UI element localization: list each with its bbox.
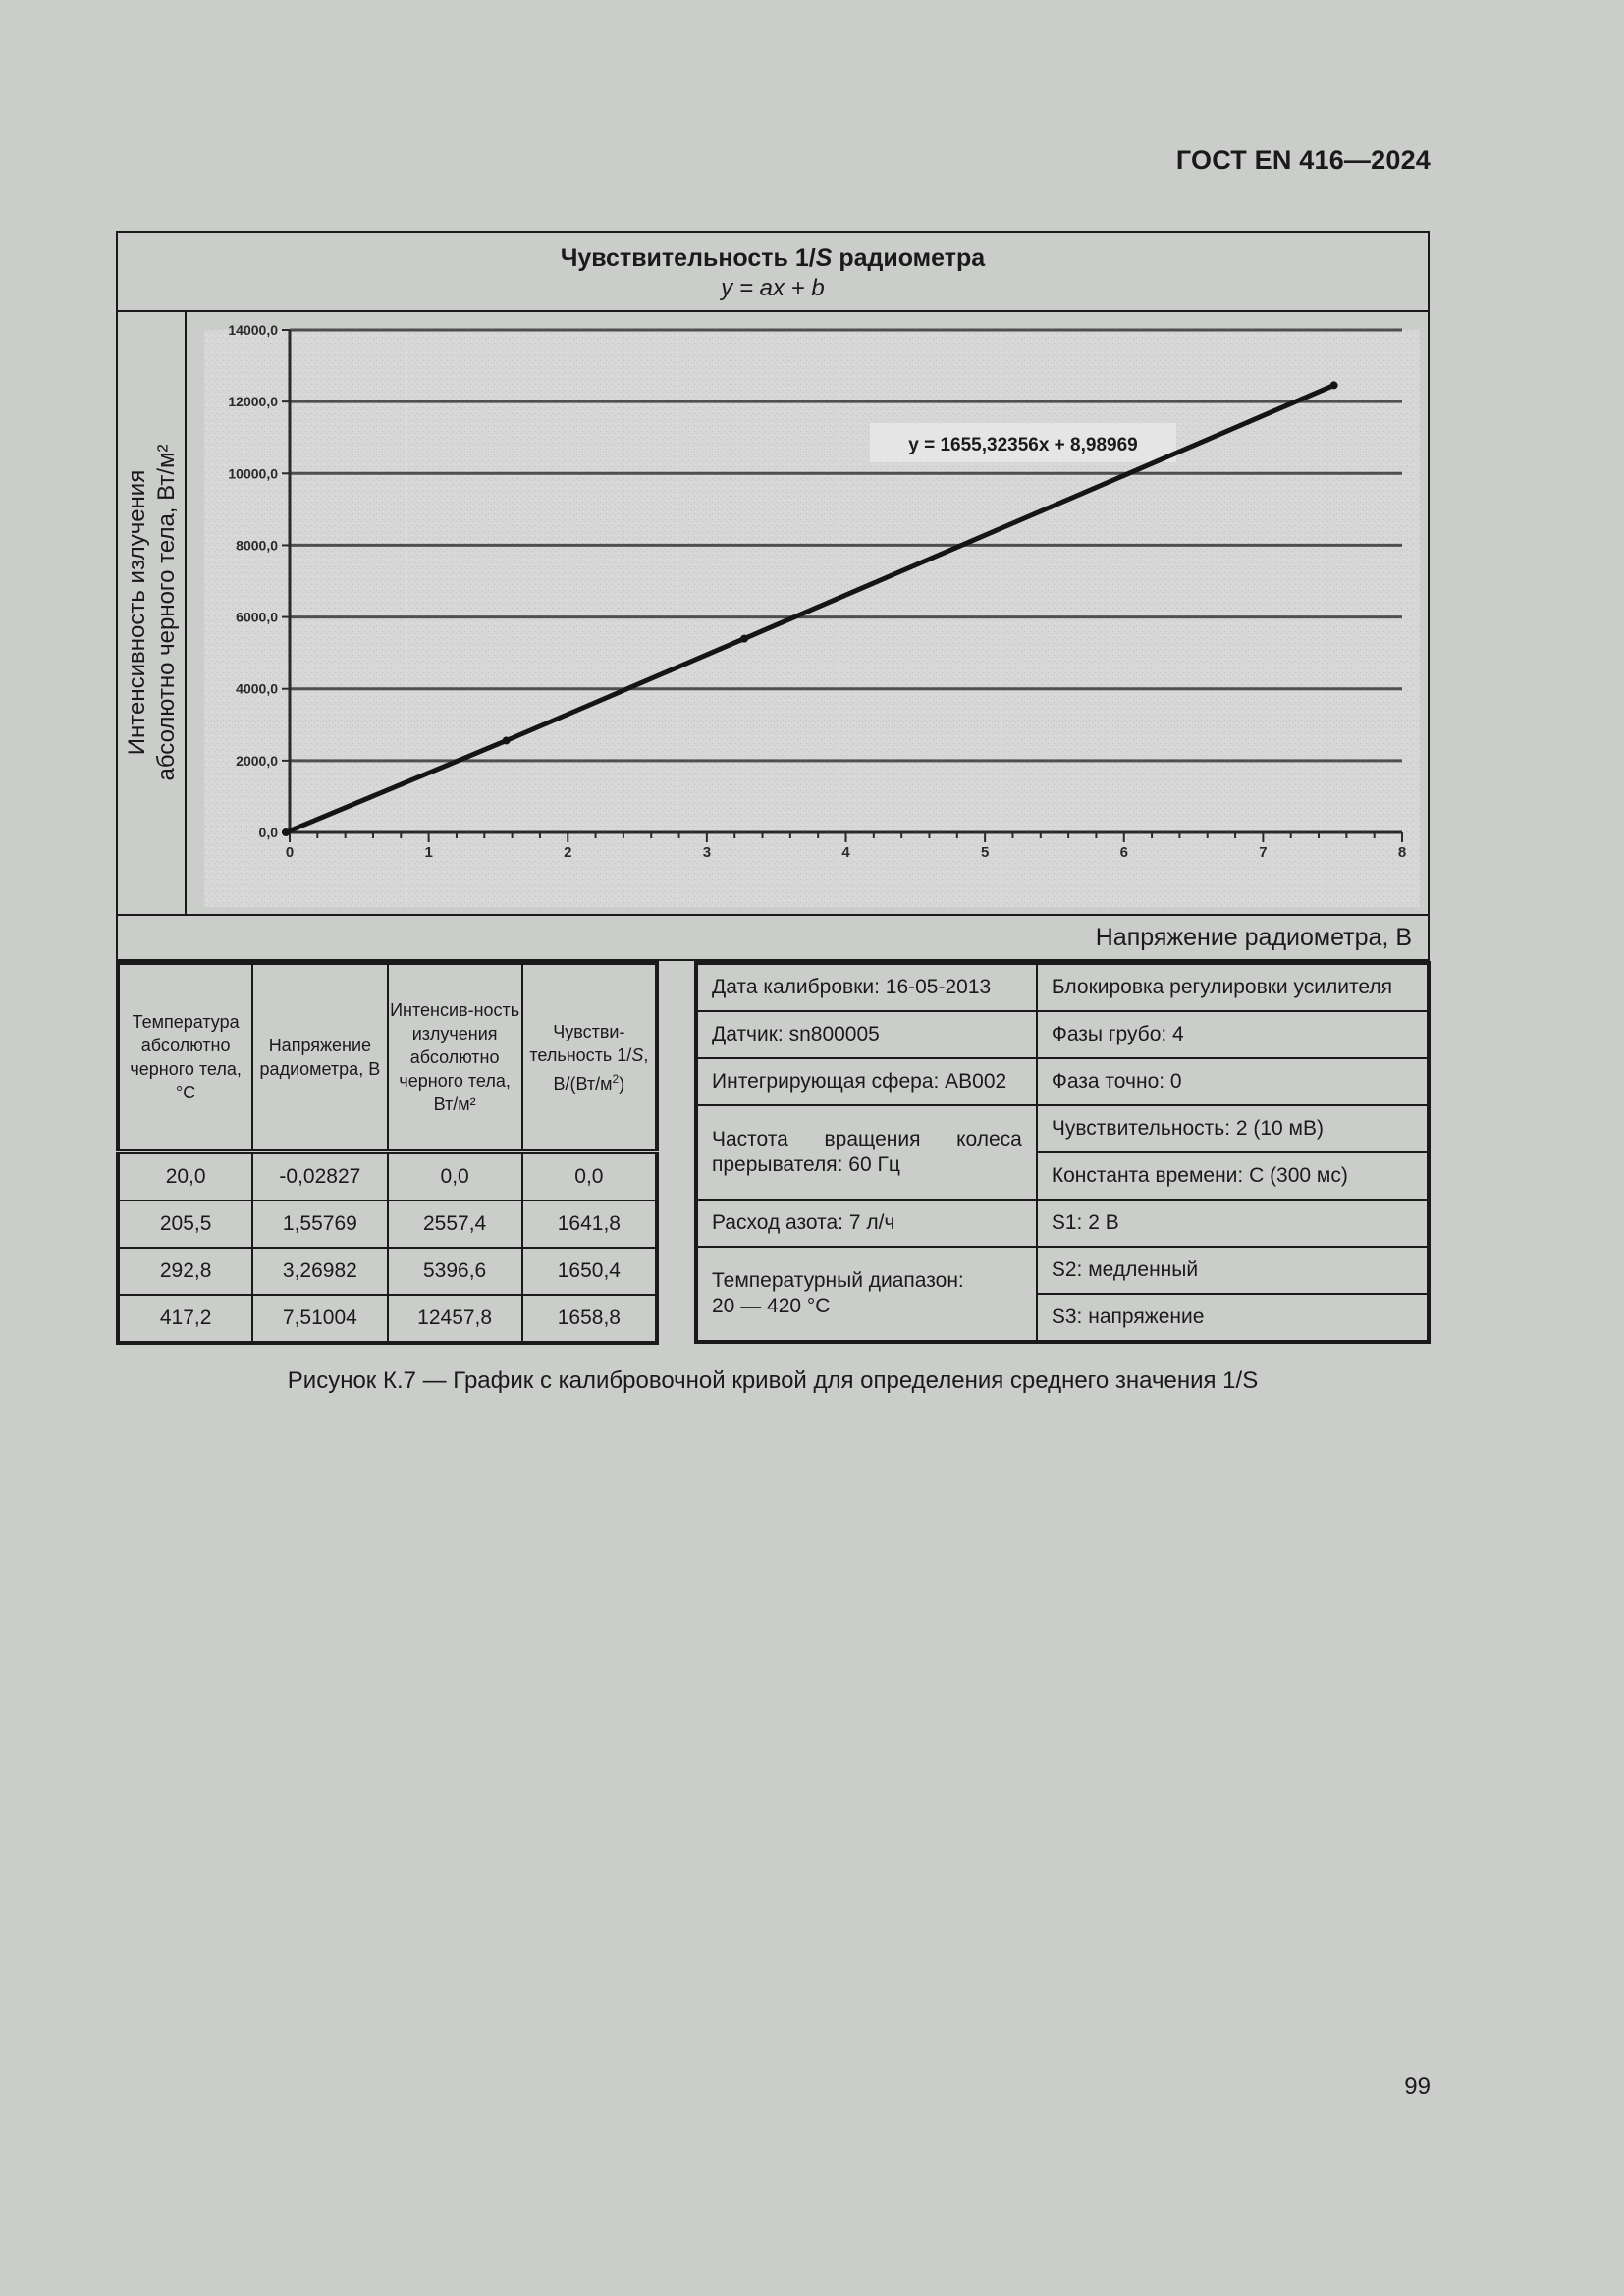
table-cell: 1658,8 [522,1295,657,1343]
data-point [282,828,290,836]
page-number: 99 [1404,2073,1431,2100]
chart-title-cell [118,233,1428,312]
temperature-range-line-2: 20 — 420 °С [712,1295,831,1317]
chart-title-prefix: Чувствительность 1/ [560,244,816,272]
time-constant: Константа времени: С (300 мс) [1037,1152,1429,1200]
y-tick-label: 2000,0 [236,752,278,769]
header-sensitivity-text: Чувстви-тельность 1/ [529,1021,632,1065]
header-voltage: Напряжение радиометра, В [252,963,387,1152]
y-tick-label: 0,0 [258,825,278,840]
x-tick-label: 6 [1119,844,1128,861]
y-axis-label-cell [118,312,187,914]
nitrogen-flow: Расход азота: 7 л/ч [696,1200,1037,1247]
table-cell: 2557,4 [388,1201,522,1248]
chart-subtitle: y = ax + b [721,275,825,301]
table-cell: 3,26982 [252,1248,387,1295]
table-cell: -0,02827 [252,1152,387,1201]
table-cell: 12457,8 [388,1295,522,1343]
table-cell: 292,8 [118,1248,252,1295]
x-tick-label: 2 [564,844,572,861]
header-sensitivity-close: ) [619,1073,625,1094]
header-sensitivity [522,963,657,1152]
header-sensitivity-sup: 2 [612,1071,620,1086]
x-tick-label: 8 [1397,844,1407,861]
table-row [118,1248,657,1295]
x-tick-label: 7 [1259,844,1268,861]
table-cell: 1650,4 [522,1248,657,1295]
sensitivity-setting: Чувствительность: 2 (10 мВ) [1037,1105,1429,1152]
table-cell: 417,2 [118,1295,252,1343]
header-sensitivity-italic: S [631,1044,644,1065]
y-axis-label-line-2: абсолютно черного тела, Вт/м² [153,444,180,781]
equation-label: y = 1655,32356x + 8,98969 [908,435,1138,455]
table-cell: 0,0 [522,1152,657,1201]
calibration-data-table [116,961,659,1345]
chart-title-italic: S [815,244,833,272]
calibration-date: Дата калибровки: 16-05-2013 [696,963,1037,1011]
calibration-chart [187,312,1430,914]
y-tick-label: 12000,0 [228,394,278,410]
s3-setting: S3: напряжение [1037,1294,1429,1342]
x-tick-label: 1 [424,844,433,861]
document-code: ГОСТ EN 416—2024 [1175,145,1431,175]
plot-area [187,312,1430,914]
data-point [740,635,748,643]
figure-frame [116,231,1430,961]
y-tick-label: 6000,0 [236,609,278,625]
table-cell: 20,0 [118,1152,252,1201]
y-tick-label: 10000,0 [228,465,278,482]
x-tick-label: 5 [980,844,990,861]
header-sensitivity-unit: , В/(Вт/м [553,1044,649,1094]
x-tick-label: 4 [841,844,850,861]
integrating-sphere: Интегрирующая сфера: AB002 [696,1058,1037,1105]
s2-setting: S2: медленный [1037,1247,1429,1294]
table-cell: 5396,6 [388,1248,522,1295]
header-intensity: Интенсив-ность излучения абсолютно черного тела, Вт/м² [388,963,522,1152]
data-point [503,736,511,744]
table-cell: 205,5 [118,1201,252,1248]
x-axis-label: Напряжение радиометра, В [1095,924,1412,951]
chopper-speed: Частота вращения колеса прерывателя: 60 Гц [696,1105,1037,1200]
chart-title-suffix: радиометра [832,244,986,272]
chart-title [118,244,1428,273]
x-tick-label: 3 [702,844,712,861]
table-row [118,1295,657,1343]
calibration-info-table [694,961,1431,1344]
x-axis-label-cell [118,914,1428,961]
amplifier-lock: Блокировка регулировки усилителя [1037,963,1429,1011]
table-cell: 0,0 [388,1152,522,1201]
y-axis-label-line-1: Интенсивность излучения [124,469,150,756]
phase-coarse: Фазы грубо: 4 [1037,1011,1429,1058]
y-tick-label: 8000,0 [236,537,278,554]
y-tick-label: 14000,0 [228,322,278,338]
table-cell: 7,51004 [252,1295,387,1343]
temperature-range-line-1: Температурный диапазон: [712,1269,964,1292]
sensor: Датчик: sn800005 [696,1011,1037,1058]
y-axis-label [123,406,182,819]
table-cell: 1641,8 [522,1201,657,1248]
table-row [118,1201,657,1248]
phase-fine: Фаза точно: 0 [1037,1058,1429,1105]
temperature-range [696,1247,1037,1342]
figure-caption: Рисунок К.7 — График с калибровочной кривой для определения среднего значения 1/S [287,1367,1259,1394]
header-temperature: Температура абсолютно черного тела, °С [118,963,252,1152]
s1-setting: S1: 2 В [1037,1200,1429,1247]
table-cell: 1,55769 [252,1201,387,1248]
x-tick-label: 0 [285,844,295,861]
table-row [118,1152,657,1201]
data-table-header-row [118,963,657,1152]
y-tick-label: 4000,0 [236,680,278,697]
data-point [1330,381,1338,389]
